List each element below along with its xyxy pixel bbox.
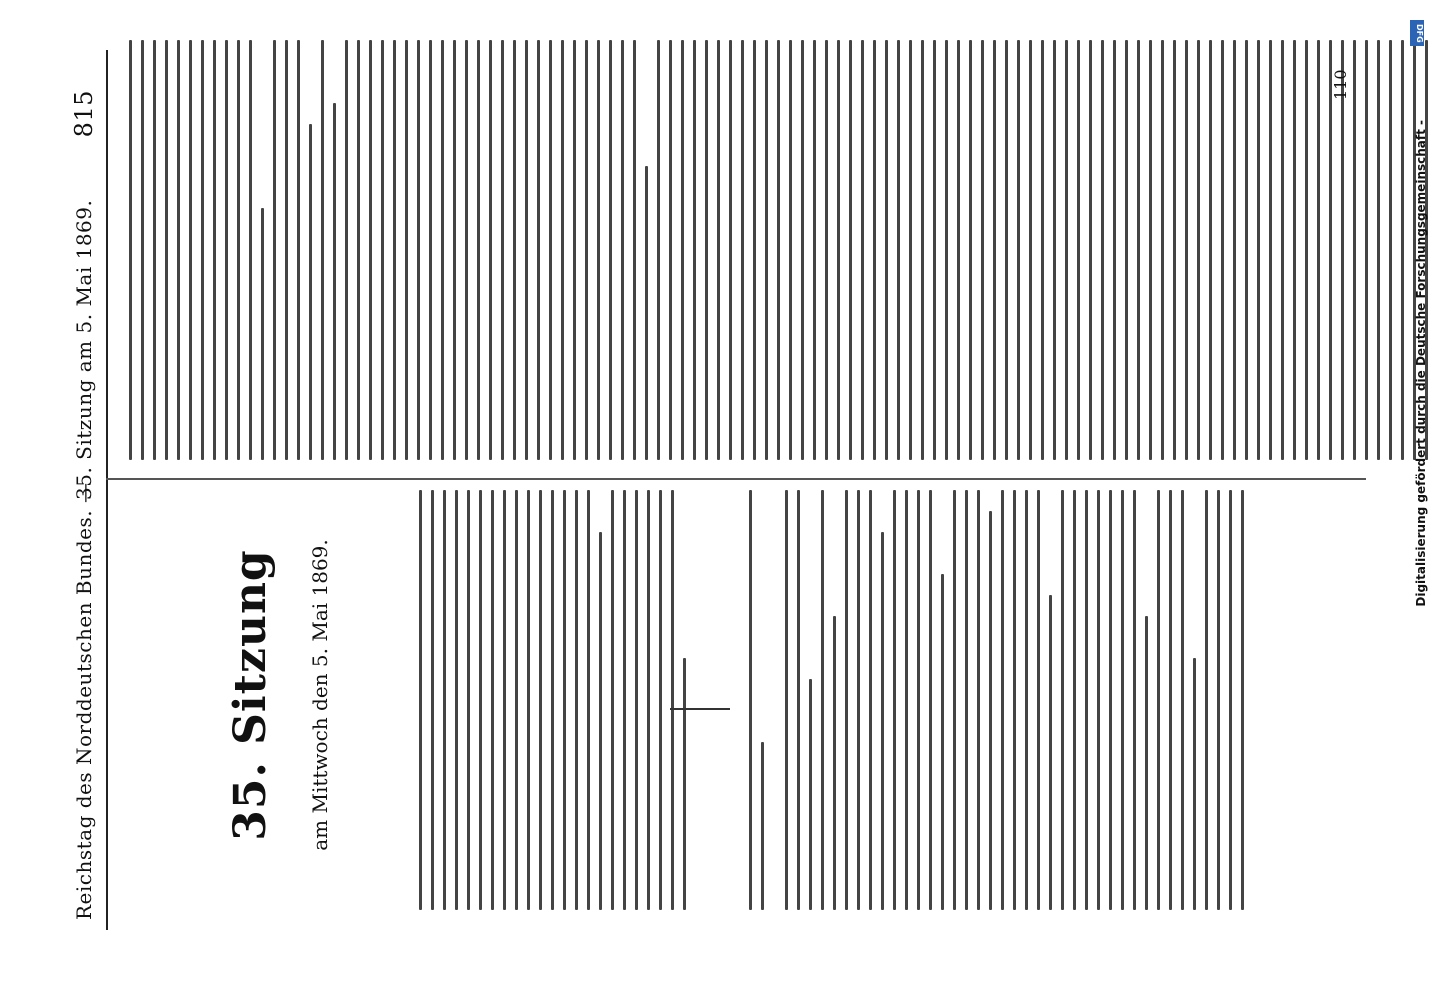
column-separator xyxy=(106,478,1366,480)
dfg-logo: DFG xyxy=(1410,20,1424,46)
attendance-list xyxy=(740,490,1253,910)
short-rule xyxy=(670,708,730,710)
right-column-text xyxy=(120,40,1432,460)
session-title: 35. Sitzung xyxy=(225,549,276,841)
page-number-small: 110 xyxy=(1331,69,1350,100)
digitization-note: Digitalisierung gefördert durch die Deutsche Forschungsgemeinschaft - xyxy=(1414,120,1428,607)
scanned-page xyxy=(10,10,1410,980)
session-subtitle: am Mittwoch den 5. Mai 1869. xyxy=(308,539,332,851)
header-rule xyxy=(106,50,108,930)
agenda-paragraph xyxy=(410,490,695,910)
header-left: Reichstag des Norddeutschen Bundes. — xyxy=(72,482,96,920)
header-right: 35. Sitzung am 5. Mai 1869. xyxy=(72,199,96,500)
page-number: 815 xyxy=(70,90,98,138)
running-header xyxy=(66,10,106,980)
